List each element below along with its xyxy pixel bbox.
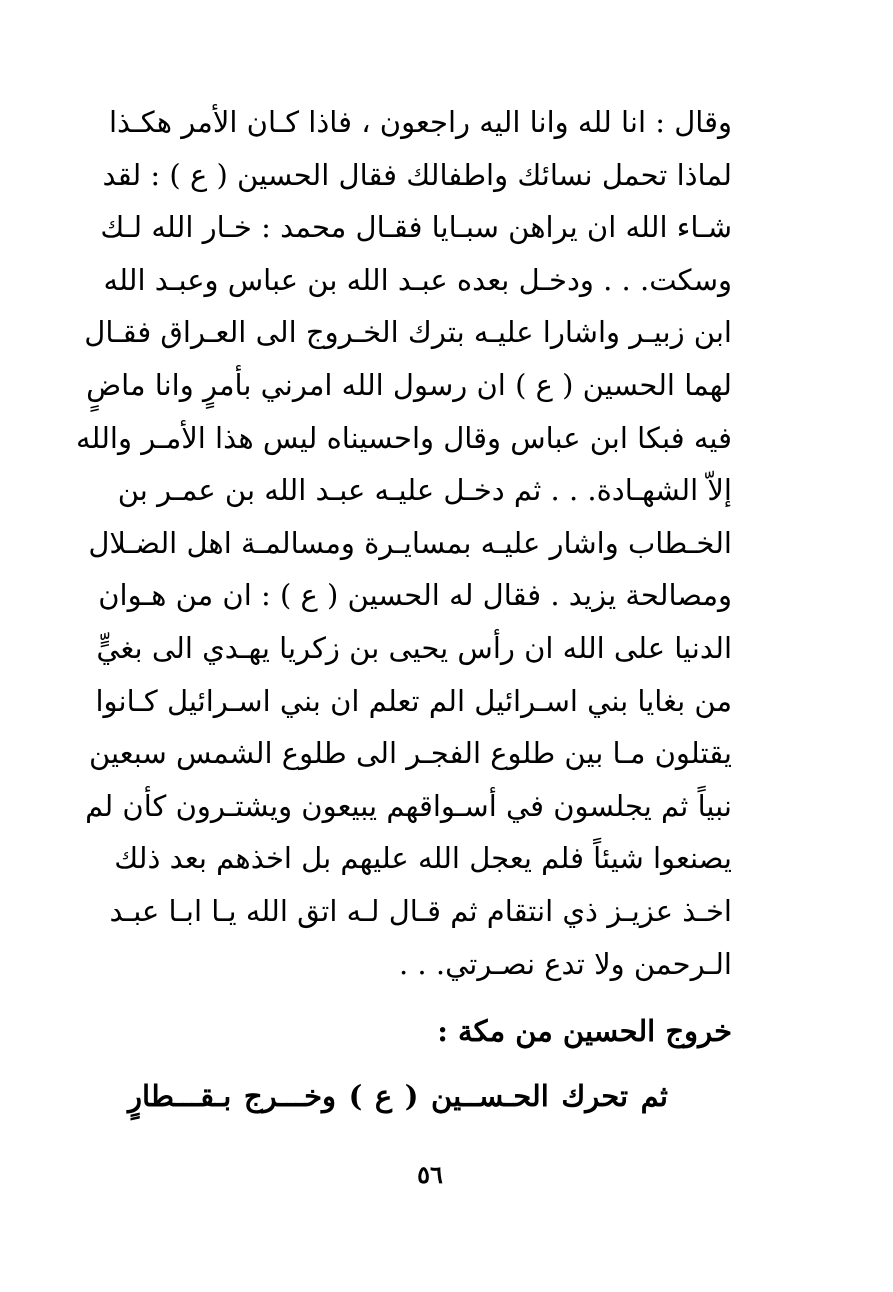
text-line: من بغايا بني اسـرائيل الم تعلم ان بني اسـرائيل كـانوا <box>95 683 732 718</box>
text-line: الخـطاب واشار عليـه بمسايـرة ومسالمـة اهل الضـلال <box>88 525 732 560</box>
continuation-line: ثم تحرك الحـســين ( ع ) وخـــرج بـقـــطارٍ <box>128 1079 668 1113</box>
page-number: ٥٦ <box>417 1160 443 1189</box>
text-line: فيه فبكا ابن عباس وقال واحسيناه ليس هذا الأمـر والله <box>75 420 732 455</box>
text-line: إلاّ الشهـادة. . . ثم دخـل عليـه عبـد الله بن عمـر بن <box>117 473 732 508</box>
text-line: لماذا تحمل نسائك واطفالك فقال الحسين ( ع ) : لقد <box>102 157 732 192</box>
text-line: شـاء الله ان يراهن سبـايا فقـال محمد : خـار الله لـك <box>100 210 732 245</box>
section-heading: خروج الحسين من مكة : <box>437 1014 732 1048</box>
text-line: يقتلون مـا بين طلوع الفجـر الى طلوع الشمس سبعين <box>88 736 732 771</box>
text-line: لهما الحسين ( ع ) ان رسول الله امرني بأمرٍ وانا ماضٍ <box>86 367 732 402</box>
body-paragraph <box>75 96 732 990</box>
text-line: وقال : انا لله وانا اليه راجعون ، فاذا كـان الأمر هكـذا <box>109 105 732 139</box>
text-line: نبياً ثم يجلسون في أسـواقهم يبيعون ويشتـرون كأن لم <box>85 788 732 823</box>
text-line: وسكت. . . ودخـل بعده عبـد الله بن عباس وعبـد الله <box>103 262 732 297</box>
text-line: اخـذ عزيـز ذي انتقام ثم قـال لـه اتق الله يـا ابـا عبـد <box>109 893 732 928</box>
text-line-last: الـرحمن ولا تدع نصـرتي. . . <box>398 946 732 981</box>
text-line: ابن زبيـر واشارا عليـه بترك الخـروج الى العـراق فقـال <box>84 315 732 350</box>
text-line: يصنعوا شيئاً فلم يعجل الله عليهم بل اخذهم بعد ذلك <box>114 841 732 876</box>
text-line: ومصالحة يزيد . فقال له الحسين ( ع ) : ان من هـوان <box>98 578 732 613</box>
text-line: الدنيا على الله ان رأس يحيى بن زكريا يهـدي الى بغيٍّ <box>96 630 732 665</box>
